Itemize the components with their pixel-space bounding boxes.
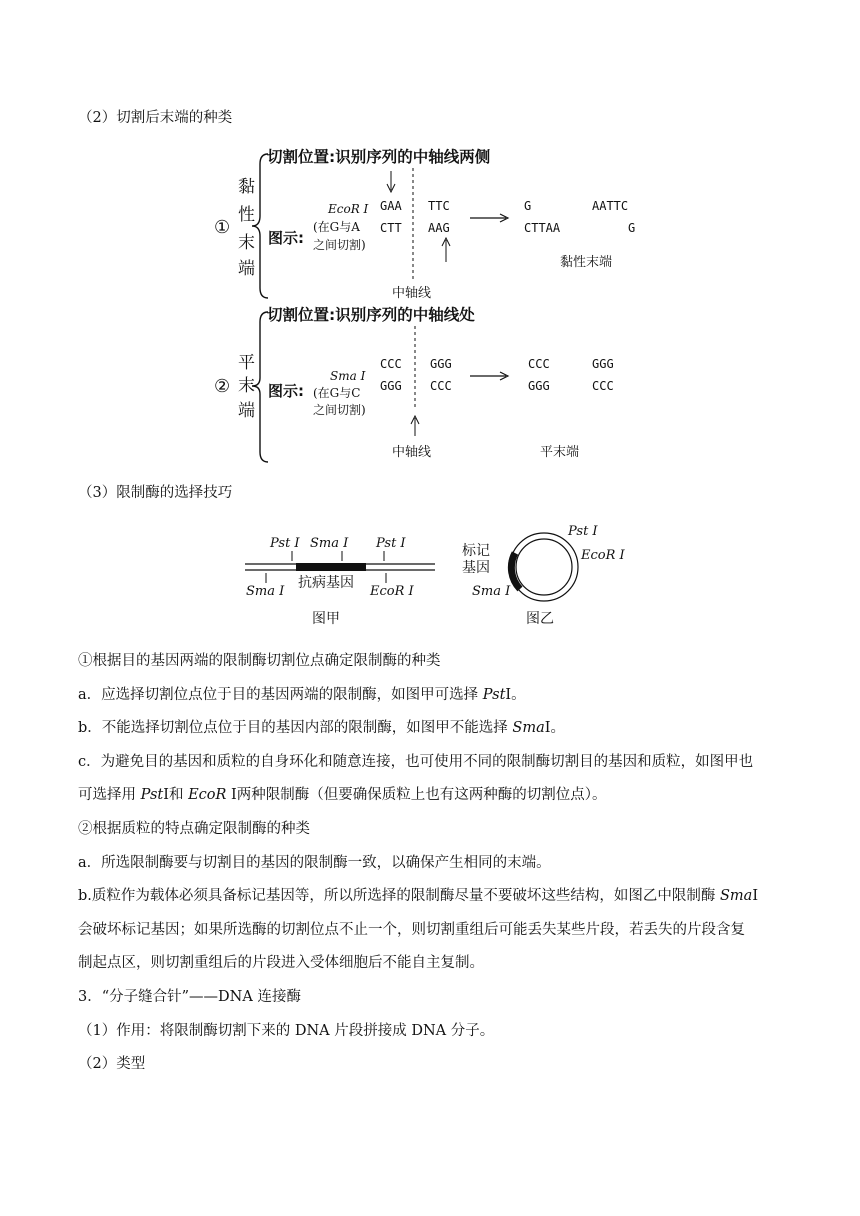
jia-pst-right-label: Pst Ⅰ [376,536,406,551]
blunt-right-top-seq: GGG [430,357,452,371]
sticky-result-name: 黏性末端 [560,255,613,270]
para-b-line-1 [78,886,758,906]
blunt-result-name: 平末端 [540,445,580,460]
blunt-result-top-left: CCC [528,357,550,371]
blunt-end-vertical-name [238,353,255,421]
para-c-post: Ⅰ两种限制酶（但要确保质粒上也有这两种酶的切割位点）。 [226,787,607,803]
enzyme-selection-figure [240,515,640,635]
jia-caption: 图甲 [312,611,340,627]
yi-marker-label-1: 标记 [462,543,490,559]
yi-marker-label-2: 基因 [462,560,490,576]
end-types-figure [210,140,660,470]
section-3-types: （2）类型 [78,1056,146,1072]
ecori-note-1: (在G与A [313,220,360,234]
jia-gene-block [296,563,366,571]
blunt-left-bottom-seq: GGG [380,379,402,393]
smai-note-1: (在G与C [313,386,361,400]
para-c-line-2 [78,785,607,805]
blunt-char-1: 平 [238,353,255,373]
section-title-enzyme-selection: （3）限制酶的选择技巧 [78,485,233,501]
jia-eco-bottom-label: EcoR Ⅰ [370,584,414,599]
para-c-line-1: c．为避免目的基因和质粒的自身环化和随意连接，也可使用不同的限制酶切割目的基因和质粒，如图甲也 [78,754,754,770]
sticky-result-top-right: AATTC [592,199,629,213]
sticky-right-top-seq: TTC [428,199,450,213]
para-b-sma-pre: b．不能选择切割位点位于目的基因内部的限制酶，如图甲不能选择 [78,720,513,736]
para-c-pre: 可选择用 [78,787,141,803]
blunt-left-top-seq: CCC [380,357,402,371]
para-a-pst [78,685,526,705]
jia-sma-top-label: Sma Ⅰ [310,536,349,551]
figure-yi [462,524,626,627]
blunt-result-bottom-left: GGG [528,379,550,393]
para-c-enzyme-pst: Pst [140,787,164,803]
blunt-result-bottom-right: CCC [592,379,614,393]
ecori-note-2: 之间切割) [313,238,366,252]
sticky-result-bottom-left: CTTAA [524,221,561,235]
para-b-line-2: 会破坏标记基因；如果所选酶的切割位点不止一个，则切割重组后可能丢失某些片段，若丢失的片段含复 [78,922,745,938]
sticky-result-top-left: G [524,199,532,213]
yi-caption: 图乙 [526,611,554,627]
sticky-diagram-label: 图示: [268,229,304,247]
blunt-end-number: ② [214,376,231,397]
jia-sma-bottom-label: Sma Ⅰ [246,584,285,599]
sticky-cut-position: 切割位置:识别序列的中轴线两侧 [267,148,491,166]
smai-note-2: 之间切割) [313,403,366,417]
para-c-mid: Ⅰ和 [163,787,189,803]
para-a-pst-post: Ⅰ。 [505,687,526,703]
figure-jia [245,536,435,627]
blunt-result-top-right: GGG [592,357,614,371]
blunt-right-bottom-seq: CCC [430,379,452,393]
smai-enzyme-label: Sma Ⅰ [330,369,366,383]
para-c-enzyme-eco: EcoR [188,787,227,803]
blunt-char-2: 末 [238,376,255,396]
sticky-axis-label: 中轴线 [392,286,432,301]
section-3-function: （1）作用：将限制酶切割下来的 DNA 片段拼接成 DNA 分子。 [78,1023,495,1039]
yi-eco-label: EcoR Ⅰ [581,548,625,563]
jia-pst-left-label: Pst Ⅰ [270,536,300,551]
para-b-line-1-pre: b.质粒作为载体必须具备标记基因等，所以所选择的限制酶尽量不要破坏这些结构，如图乙中限制酶 [78,888,720,904]
para-a-pst-pre: a．应选择切割位点位于目的基因两端的限制酶，如图甲可选择 [78,687,483,703]
blunt-diagram-label: 图示: [268,382,304,400]
blunt-cut-position: 切割位置:识别序列的中轴线处 [267,306,475,324]
sticky-char-3: 末 [238,233,255,253]
section-title-end-types: （2）切割后末端的种类 [78,110,233,126]
para-select-by-plasmid: ②根据质粒的特点确定限制酶的种类 [78,821,310,837]
sticky-char-2: 性 [238,205,255,225]
para-b-line-1-enzyme: Sma [720,888,753,904]
blunt-char-3: 端 [238,401,255,421]
blunt-axis-label: 中轴线 [392,445,432,460]
yi-sma-label: Sma Ⅰ [472,584,511,599]
sticky-result-bottom-right: G [628,221,636,235]
para-select-by-gene-ends: ①根据目的基因两端的限制酶切割位点确定限制酶的种类 [78,653,441,669]
jia-gene-label: 抗病基因 [298,575,354,591]
para-b-line-1-post: Ⅰ [752,888,759,904]
para-b-sma-post: Ⅰ。 [544,720,565,736]
yi-pst-label: Pst Ⅰ [568,524,598,539]
para-b-sma [78,718,565,738]
para-b-line-3: 制起点区，则切割重组后的片段进入受体细胞后不能自主复制。 [78,955,484,971]
sticky-end-vertical-name [238,177,255,279]
ecori-enzyme-label: EcoR Ⅰ [328,202,369,216]
sticky-end-number: ① [214,217,231,238]
para-a-same-ends: a．所选限制酶要与切割目的基因的限制酶一致，以确保产生相同的末端。 [78,855,551,871]
para-a-pst-enzyme: Pst [482,687,506,703]
sticky-char-1: 黏 [238,177,255,197]
sticky-right-bottom-seq: AAG [428,221,450,235]
sticky-left-bottom-seq: CTT [380,221,402,235]
section-3-title: 3．“分子缝合针”——DNA 连接酶 [78,989,301,1005]
sticky-char-4: 端 [238,259,255,279]
yi-plasmid-inner [516,539,572,595]
para-b-sma-enzyme: Sma [512,720,545,736]
yi-plasmid-outer [510,533,578,601]
sticky-left-top-seq: GAA [380,199,402,213]
